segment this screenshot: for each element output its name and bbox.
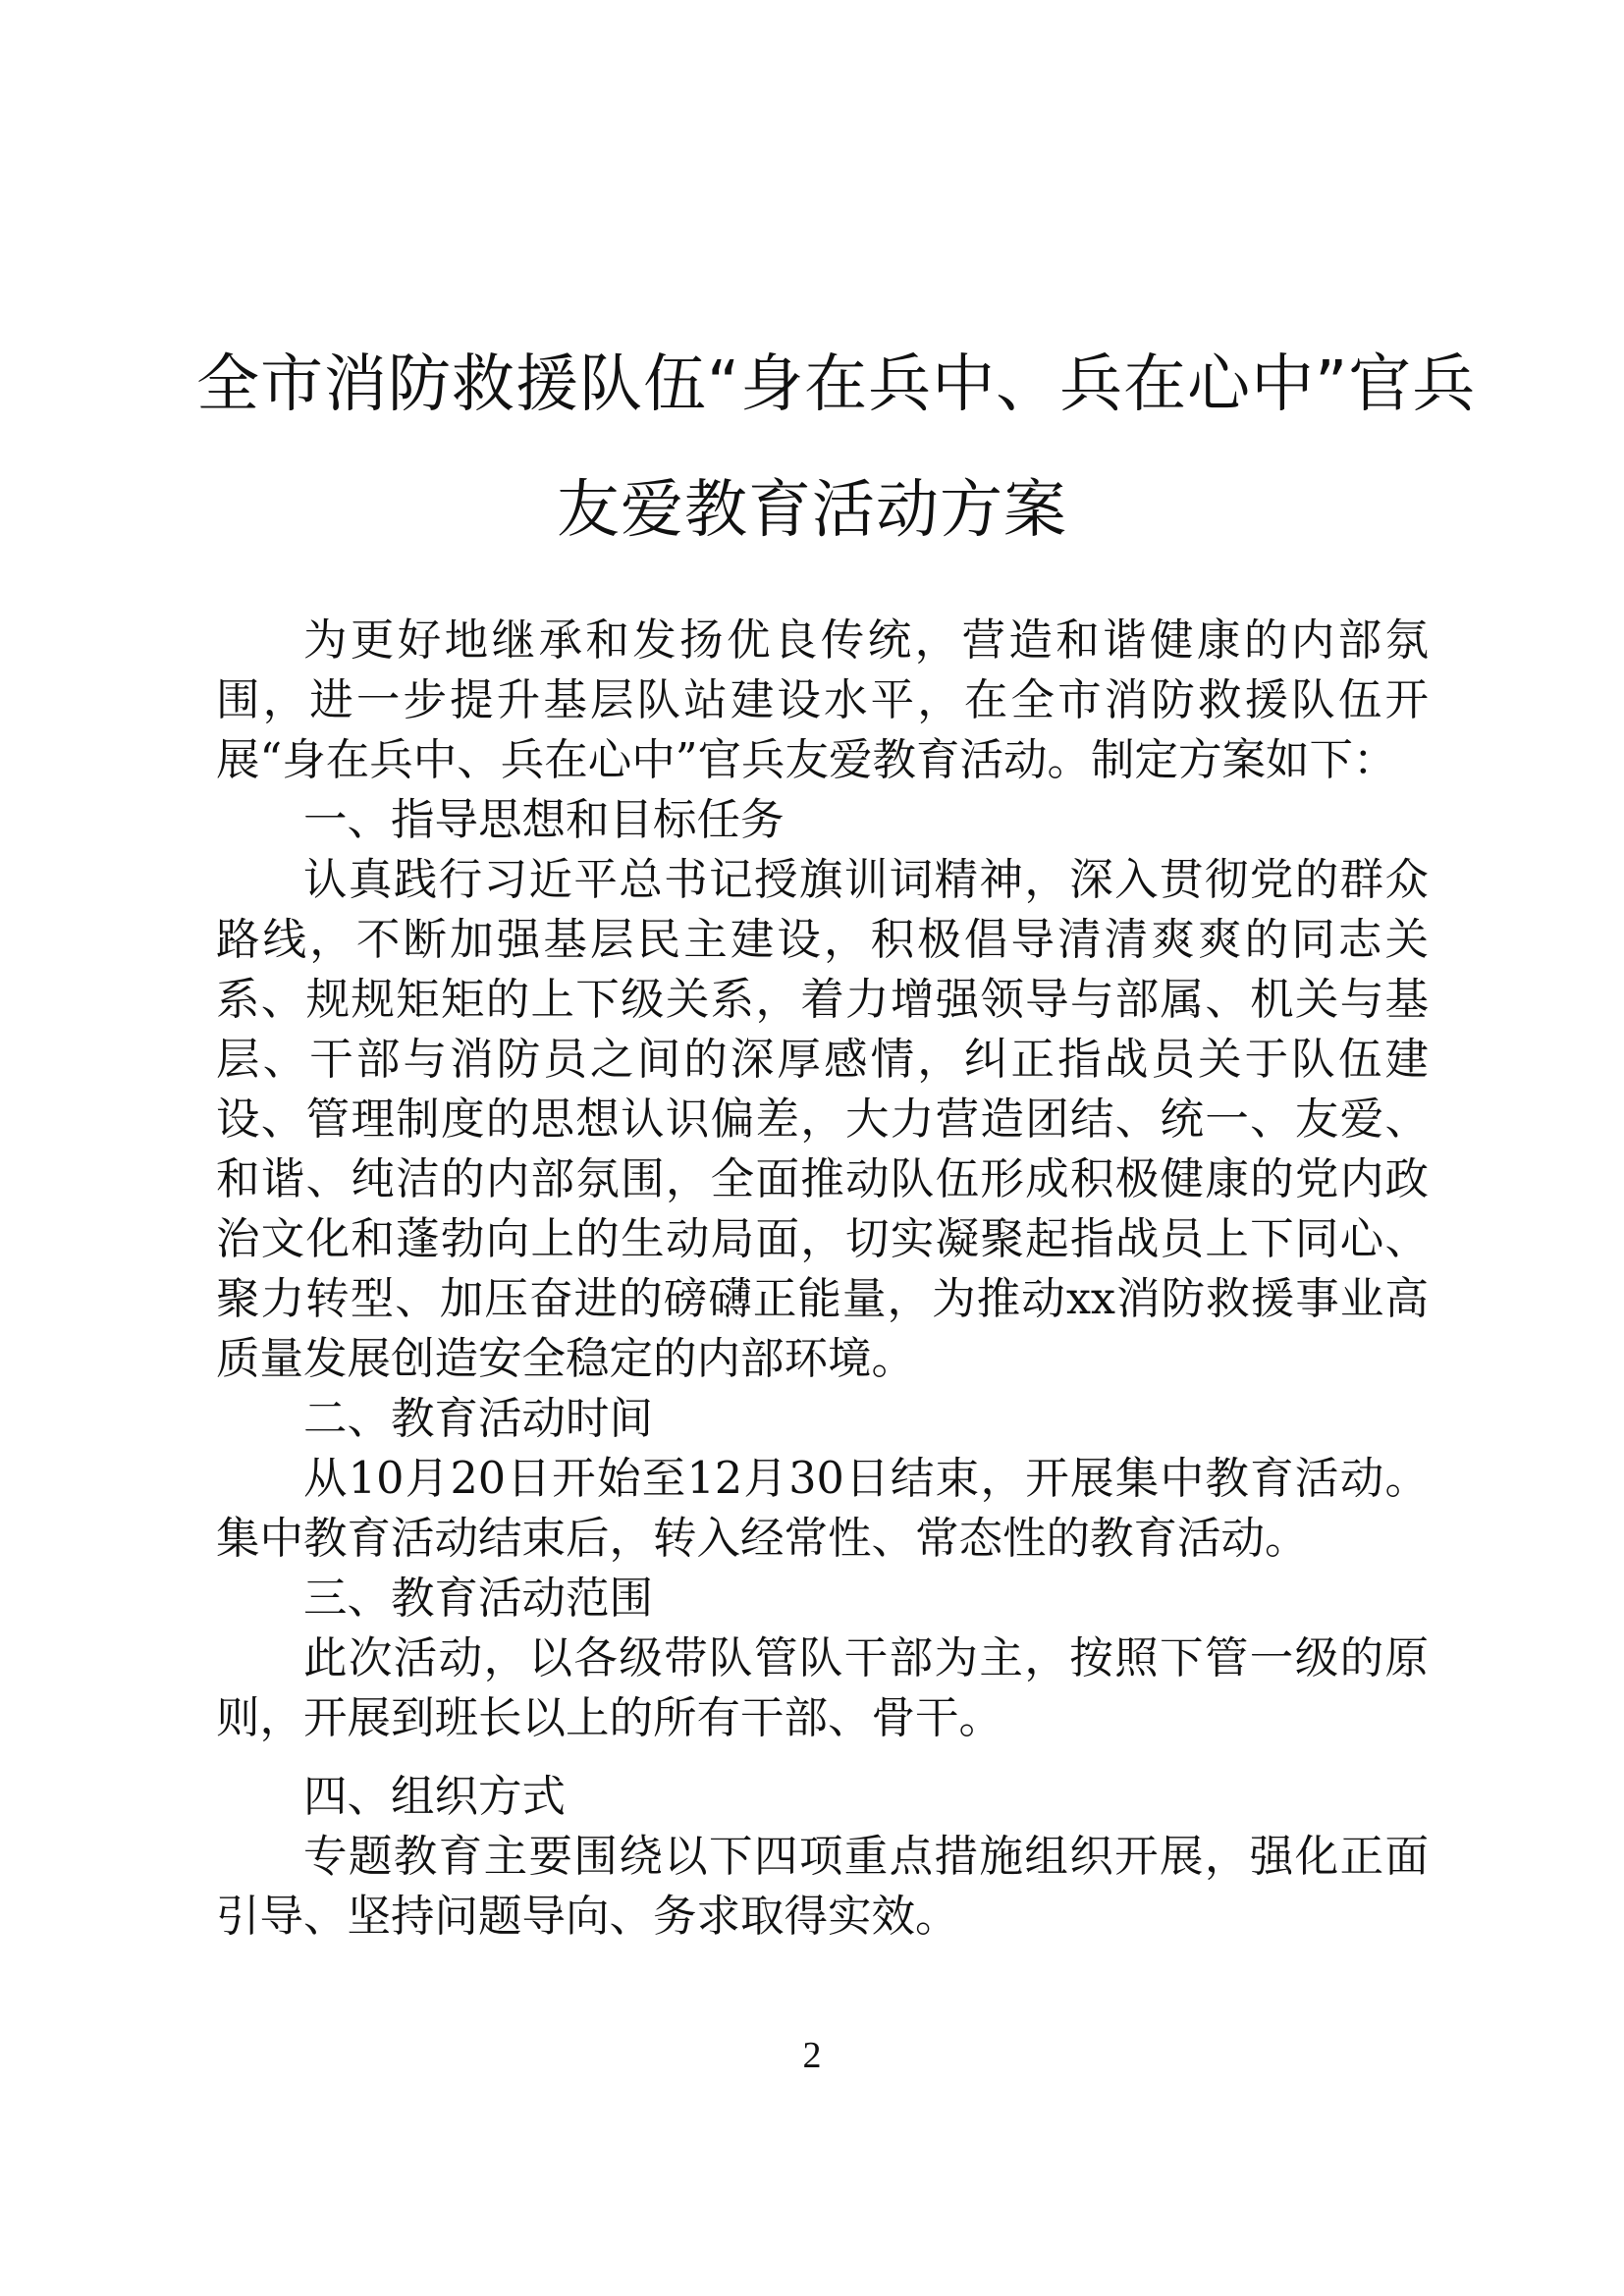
- document-body: [216, 611, 1429, 1947]
- document-title-line-2: 友爱教育活动方案: [557, 474, 1067, 547]
- organization-paragraph: 专题教育主要围绕以下四项重点措施组织开展，强化正面引导、坚持问题导向、务求取得实效。: [216, 1832, 1429, 1942]
- section-heading-activity-scope: 三、教育活动范围: [303, 1574, 654, 1624]
- section-heading-organization: 四、组织方式: [303, 1772, 567, 1822]
- activity-scope-paragraph: 此次活动，以各级带队管队干部为主，按照下管一级的原则，开展到班长以上的所有干部、骨干。: [216, 1633, 1429, 1743]
- intro-paragraph: 为更好地继承和发扬优良传统，营造和谐健康的内部氛围，进一步提升基层队站建设水平，在全市消防救援队伍开展“身在兵中、兵在心中”官兵友爱教育活动。制定方案如下：: [216, 615, 1429, 785]
- document-title-line-1: 全市消防救援队伍“身在兵中、兵在心中”官兵: [196, 348, 1477, 421]
- page-number: 2: [802, 2035, 822, 2076]
- section-heading-activity-time: 二、教育活动时间: [303, 1394, 654, 1444]
- activity-time-paragraph: 从10月20日开始至12月30日结束，开展集中教育活动。集中教育活动结束后，转入经常性、常态性的教育活动。: [216, 1454, 1429, 1564]
- guiding-ideology-paragraph: 认真践行习近平总书记授旗训词精神，深入贯彻党的群众路线，不断加强基层民主建设，积极倡导清清爽爽的同志关系、规规矩矩的上下级关系，着力增强领导与部属、机关与基层、干部与消防员之间的深厚感情，纠正指战员关于队伍建设、管理制度的思想认识偏差，大力营造团结、统一、友爱、和谐、纯洁的内部氛围，全面推动队伍形成积极健康的党内政治文化和蓬勃向上的生动局面，切实凝聚起指战员上下同心、聚力转型、加压奋进的磅礴正能量，为推动xx消防救援事业高质量发展创造安全稳定的内部环境。: [216, 855, 1429, 1384]
- section-heading-guiding-ideology: 一、指导思想和目标任务: [303, 795, 785, 845]
